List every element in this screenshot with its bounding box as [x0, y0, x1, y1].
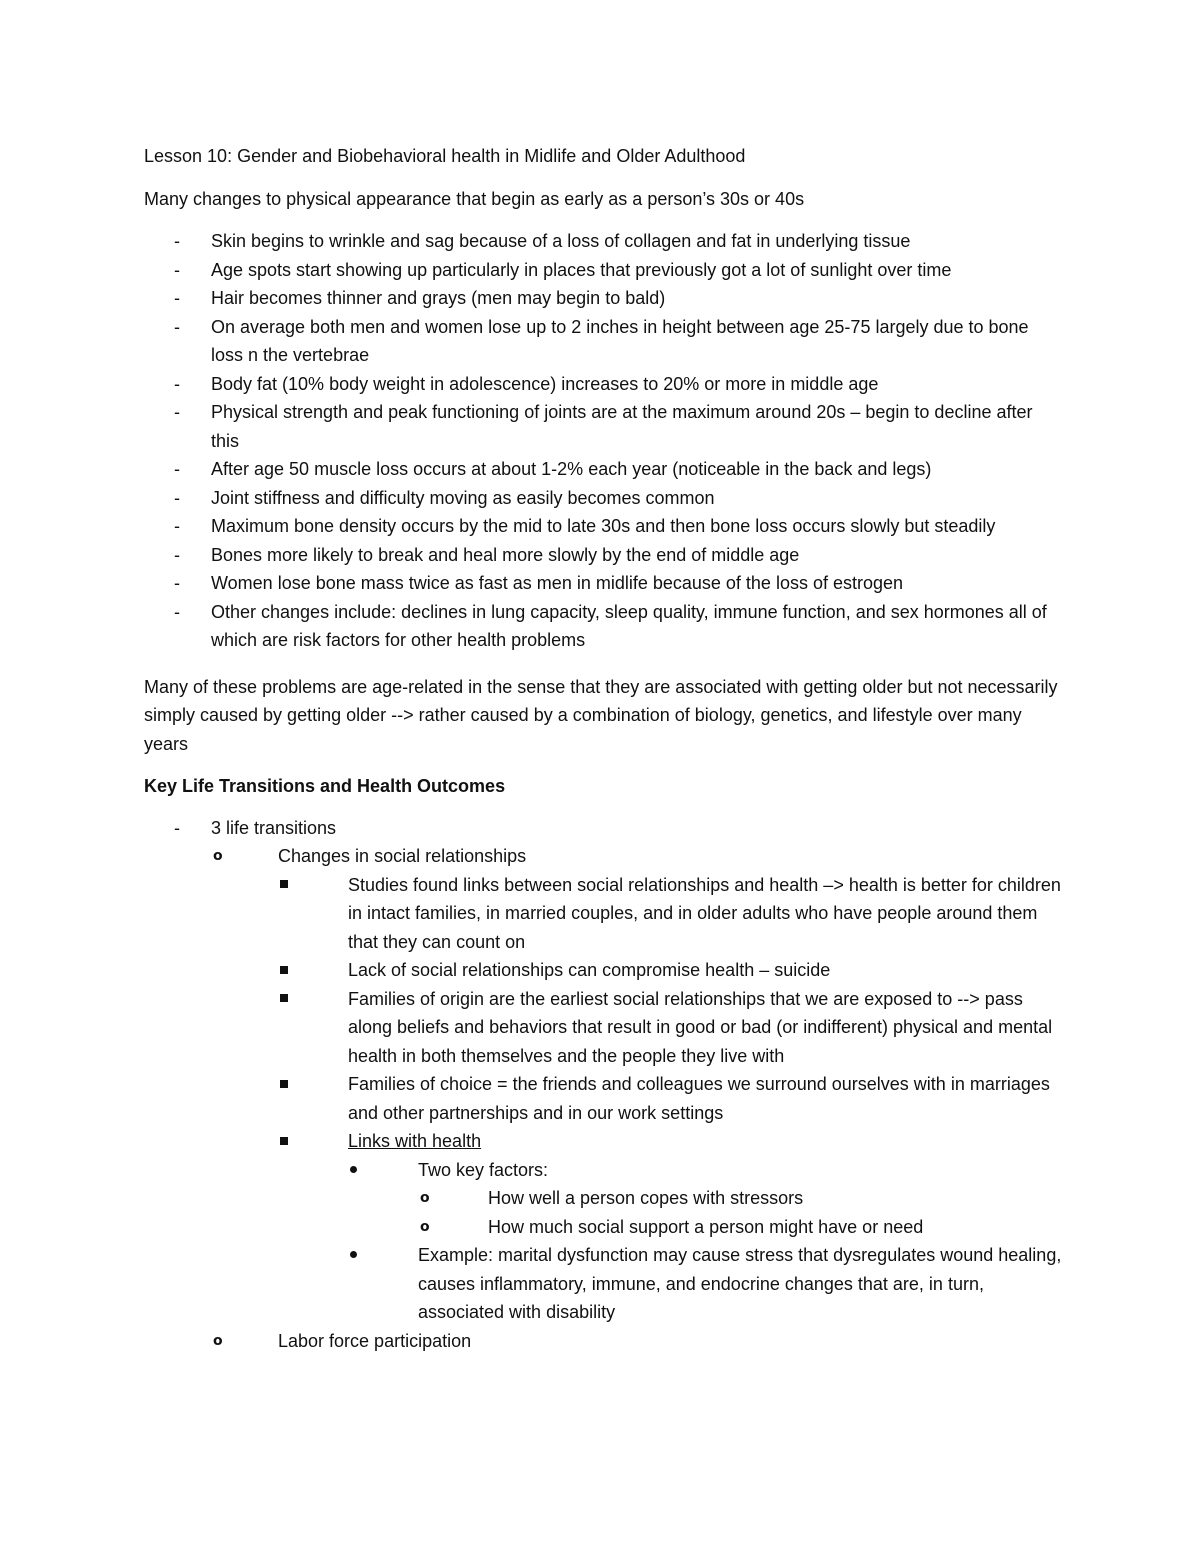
list-item: - On average both men and women lose up to 2 inches in height between age 25-75 largely due to bone loss n the vertebrae: [144, 313, 1064, 370]
list-item: [144, 814, 1064, 1356]
social-relationships-label: Changes in social relationships: [278, 846, 527, 866]
intro-paragraph: Many changes to physical appearance that begin as early as a person’s 30s or 40s: [144, 188, 805, 209]
dash-bullet: -: [174, 402, 180, 422]
list-item: Studies found links between social relationships and health –> health is better for children in intact families, in married couples, and in older adults who have people around them that they can count on: [278, 871, 1064, 957]
dash-bullet: -: [174, 544, 180, 565]
key-factors-label: Two key factors:: [418, 1159, 549, 1180]
transitions-list: [144, 814, 1064, 1356]
dash-bullet: -: [174, 373, 180, 394]
transitions-sublist: [211, 842, 1064, 1355]
dash-bullet: -: [174, 601, 180, 622]
list-item: o How well a person copes with stressors: [418, 1184, 1064, 1213]
square-bullet: [280, 956, 320, 985]
list-item: Families of origin are the earliest social relationships that we are exposed to --> pass along beliefs and behaviors that result in good or bad (or indifferent) physical and mental health in both themselves and the people they live with: [278, 985, 1064, 1071]
list-item: - Body fat (10% body weight in adolescence) increases to 20% or more in middle age: [144, 370, 1064, 399]
section-heading: Key Life Transitions and Health Outcomes: [144, 776, 506, 796]
list-item: - Maximum bone density occurs by the mid to late 30s and then bone loss occurs slowly but steadily: [144, 512, 1064, 541]
dash-bullet: -: [174, 573, 180, 593]
example-text: Example: marital dysfunction may cause stress that dysregulates wound healing, causes inflammatory, immune, and endocrine changes that are, in turn, associated with disability: [418, 1245, 1062, 1322]
dash-bullet: -: [174, 817, 180, 838]
list-item: Lack of social relationships can compromise health – suicide: [278, 956, 1064, 985]
key-factors-list: [418, 1184, 1064, 1241]
dot-bullet: [350, 1241, 390, 1270]
dash-bullet: -: [174, 259, 180, 280]
list-item: [278, 1127, 1064, 1327]
document-body: [144, 142, 1064, 1355]
circle-bullet: o: [213, 848, 223, 864]
list-item: [211, 842, 1064, 1327]
dash-bullet: -: [174, 459, 180, 479]
square-bullet: [280, 1127, 320, 1156]
circle-bullet: o: [213, 1332, 223, 1349]
list-item: - Hair becomes thinner and grays (men may begin to bald): [144, 284, 1064, 313]
list-item: - Physical strength and peak functioning of joints are at the maximum around 20s – begin to decline after this: [144, 398, 1064, 455]
list-item: - Skin begins to wrinkle and sag because of a loss of collagen and fat in underlying tissue: [144, 227, 1064, 256]
dash-bullet: -: [174, 516, 180, 536]
list-item: - Bones more likely to break and heal more slowly by the end of middle age: [144, 541, 1064, 570]
age-related-paragraph: Many of these problems are age-related in the sense that they are associated with getting older but not necessarily simply caused by getting older --> rather caused by a combination of biology, genetics, and lifestyle over many years: [144, 676, 1058, 754]
list-item: o How much social support a person might have or need: [418, 1213, 1064, 1242]
lesson-title: Lesson 10: Gender and Biobehavioral health in Midlife and Older Adulthood: [144, 146, 746, 166]
square-bullet: [280, 871, 320, 900]
circle-bullet: o: [420, 1218, 430, 1235]
list-item: [211, 1327, 1064, 1356]
dash-bullet: -: [174, 231, 180, 251]
list-item: Families of choice = the friends and colleagues we surround ourselves with in marriages and other partnerships and in our work settings: [278, 1070, 1064, 1127]
links-with-health-list: [348, 1156, 1064, 1327]
list-item: - Women lose bone mass twice as fast as men in midlife because of the loss of estrogen: [144, 569, 1064, 598]
list-item: [348, 1241, 1064, 1327]
circle-bullet: o: [420, 1190, 430, 1206]
dash-bullet: -: [174, 316, 180, 337]
dot-bullet: [350, 1156, 390, 1185]
list-item: - Age spots start showing up particularly in places that previously got a lot of sunlight over time: [144, 256, 1064, 285]
list-item: - Other changes include: declines in lung capacity, sleep quality, immune function, and sex hormones all of which are risk factors for other health problems: [144, 598, 1064, 655]
list-item: [348, 1156, 1064, 1242]
square-bullet: [280, 1070, 320, 1099]
dash-bullet: -: [174, 487, 180, 508]
list-item: - Joint stiffness and difficulty moving as easily becomes common: [144, 484, 1064, 513]
transitions-label: 3 life transitions: [211, 817, 337, 838]
links-with-health-label: Links with health: [348, 1131, 482, 1151]
social-relationships-list: [278, 871, 1064, 1327]
physical-changes-list: [144, 227, 1064, 655]
labor-force-label: Labor force participation: [278, 1330, 472, 1351]
dash-bullet: -: [174, 288, 180, 308]
square-bullet: [280, 985, 320, 1014]
list-item: - After age 50 muscle loss occurs at about 1-2% each year (noticeable in the back and legs): [144, 455, 1064, 484]
